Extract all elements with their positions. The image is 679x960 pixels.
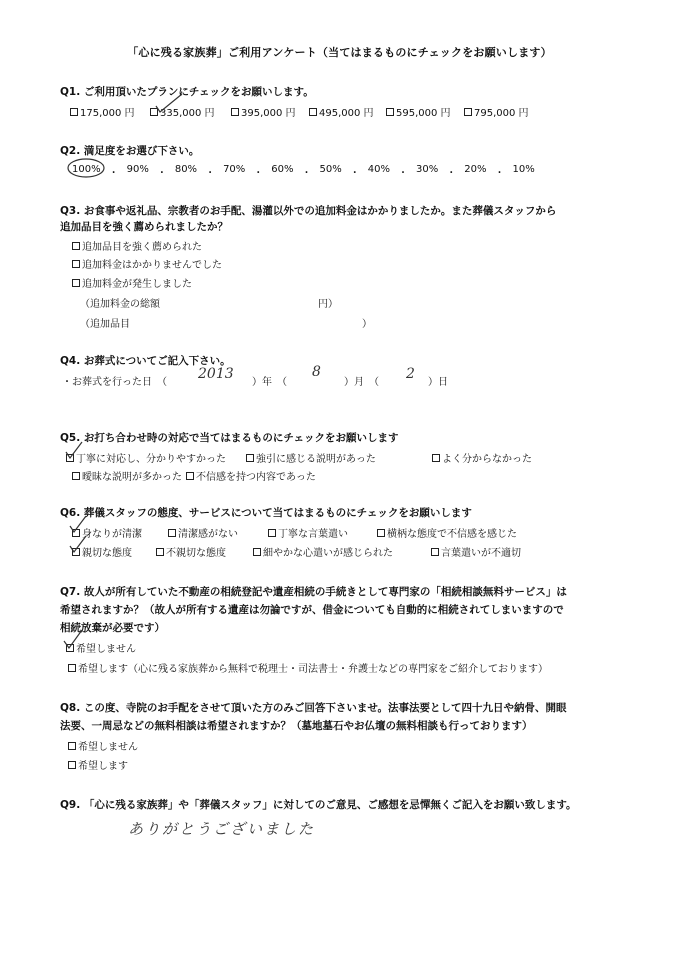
q6-check-mark-clean-icon bbox=[68, 514, 88, 536]
q7-check-mark-icon bbox=[62, 628, 84, 652]
q2-option-100[interactable]: 100% bbox=[72, 164, 101, 175]
q8-label-line2: 法要、一周忌などの無料相談は希望されますか？（墓地墓石やお仏壇の無料相談も行っております） bbox=[60, 720, 533, 732]
q6-check-mark-kind-icon bbox=[68, 534, 88, 556]
q7-label-line2: 希望されますか？（故人が所有する遺産は勿論ですが、借金についても自動的に相続されてしまいますので bbox=[60, 604, 564, 616]
q2-option-60[interactable]: 60% bbox=[271, 164, 294, 175]
q2-option-40[interactable]: 40% bbox=[367, 164, 390, 175]
q2-scale: 100% ・ 90% ・ 80% ・ 70% ・ 60% ・ 50% ・ 40% ・ 30% ・ 20% ・ 10% bbox=[72, 164, 535, 179]
q6-option-attentive[interactable]: 細やかな心遣いが感じられた bbox=[253, 544, 393, 559]
q4-date-prefix: ・お葬式を行った日 （ bbox=[62, 377, 167, 388]
q3-items-label: （追加品目 bbox=[80, 319, 130, 330]
q1-option-395000[interactable]: 395,000 円 bbox=[231, 104, 296, 119]
q4-label: Q4. お葬式についてご記入下さい。 bbox=[60, 355, 231, 367]
q2-label: Q2. 満足度をお選び下さい。 bbox=[60, 145, 200, 157]
q6-option-clean[interactable]: 身なりが清潔 bbox=[72, 525, 142, 540]
q6-label: Q6. 葬儀スタッフの態度、サービスについて当てはまるものにチェックをお願いします bbox=[60, 507, 472, 519]
q6-option-kind[interactable]: 親切な態度 bbox=[72, 544, 132, 559]
q3-total-unit: 円） bbox=[318, 299, 338, 310]
q2-option-10[interactable]: 10% bbox=[512, 164, 535, 175]
q9-answer-handwritten[interactable]: ありがとうございました bbox=[128, 820, 316, 838]
q1-option-495000[interactable]: 495,000 円 bbox=[309, 104, 374, 119]
q5-check-mark-icon bbox=[64, 440, 84, 462]
q6-option-arrogant[interactable]: 横柄な態度で不信感を感じた bbox=[377, 525, 517, 540]
q4-year-unit: ）年 （ bbox=[252, 377, 287, 388]
q4-month-unit: ）月 （ bbox=[344, 377, 379, 388]
q2-option-50[interactable]: 50% bbox=[319, 164, 342, 175]
q2-option-70[interactable]: 70% bbox=[223, 164, 246, 175]
q6-option-polite-speech[interactable]: 丁寧な言葉遣い bbox=[268, 525, 348, 540]
q8-option-no[interactable]: 希望しません bbox=[68, 738, 138, 753]
q2-circle-mark-icon bbox=[66, 156, 108, 180]
q7-label-line3: 相続放棄が必要です） bbox=[60, 622, 165, 634]
q5-option-pushy[interactable]: 強引に感じる説明があった bbox=[246, 450, 376, 465]
q5-option-clear[interactable]: 丁寧に対応し、分かりやすかった bbox=[66, 450, 226, 465]
q3-items-close: ） bbox=[362, 319, 372, 330]
q2-option-80[interactable]: 80% bbox=[174, 164, 198, 175]
q8-option-yes[interactable]: 希望します bbox=[68, 757, 128, 772]
q4-month-value[interactable]: 8 bbox=[312, 364, 321, 380]
q7-label-line1: Q7. 故人が所有していた不動産の相続登記や遺産相続の手続きとして専門家の「相続相談無料サービス」は bbox=[60, 586, 567, 598]
q5-option-unclear[interactable]: よく分からなかった bbox=[432, 450, 532, 465]
q1-check-mark-icon bbox=[152, 92, 186, 118]
q2-option-20[interactable]: 20% bbox=[464, 164, 487, 175]
q3-option-pushed[interactable]: 追加品目を強く薦められた bbox=[72, 238, 202, 253]
q3-label-line2: 追加品目を強く薦められましたか？ bbox=[60, 221, 228, 233]
q4-day-value[interactable]: 2 bbox=[406, 366, 415, 382]
q1-option-335000[interactable]: 335,000 円 bbox=[150, 104, 215, 119]
q1-option-175000[interactable]: 175,000 円 bbox=[70, 104, 135, 119]
q3-option-no-extra[interactable]: 追加料金はかかりませんでした bbox=[72, 256, 222, 271]
q5-option-vague[interactable]: 曖昧な説明が多かった bbox=[72, 468, 182, 483]
q2-option-90[interactable]: 90% bbox=[126, 164, 149, 175]
q6-option-bad-speech[interactable]: 言葉遣いが不適切 bbox=[431, 544, 521, 559]
q6-option-unkind[interactable]: 不親切な態度 bbox=[156, 544, 226, 559]
q1-option-795000[interactable]: 795,000 円 bbox=[464, 104, 529, 119]
q7-option-no[interactable]: 希望しません bbox=[66, 640, 136, 655]
q6-option-unclean[interactable]: 清潔感がない bbox=[168, 525, 238, 540]
q4-day-unit: ）日 bbox=[428, 377, 448, 388]
survey-title: 「心に残る家族葬」ご利用アンケート（当てはまるものにチェックをお願いします） bbox=[127, 46, 552, 59]
q3-label-line1: Q3. お食事や返礼品、宗教者のお手配、湯灌以外での追加料金はかかりましたか。また葬儀スタッフから bbox=[60, 205, 557, 217]
q2-option-30[interactable]: 30% bbox=[416, 164, 439, 175]
q4-year-value[interactable]: 2013 bbox=[198, 366, 234, 382]
q3-total-label: （追加料金の総額 bbox=[80, 299, 160, 310]
q1-option-595000[interactable]: 595,000 円 bbox=[386, 104, 451, 119]
q5-label: Q5. お打ち合わせ時の対応で当てはまるものにチェックをお願いします bbox=[60, 432, 399, 444]
q7-option-yes[interactable]: 希望します（心に残る家族葬から無料で税理士・司法書士・弁護士などの専門家をご紹介しております） bbox=[68, 660, 548, 675]
q5-option-distrust[interactable]: 不信感を持つ内容であった bbox=[186, 468, 316, 483]
q9-label: Q9. 「心に残る家族葬」や「葬儀スタッフ」に対してのご意見、ご感想を忌憚無くご記入をお願い致します。 bbox=[60, 799, 577, 811]
q3-option-extra[interactable]: 追加料金が発生しました bbox=[72, 275, 192, 290]
q1-label: Q1. ご利用頂いたプランにチェックをお願いします。 bbox=[60, 86, 314, 98]
q8-label-line1: Q8. この度、寺院のお手配をさせて頂いた方のみご回答下さいませ。法事法要として四十九日や納骨、開眼 bbox=[60, 702, 567, 714]
